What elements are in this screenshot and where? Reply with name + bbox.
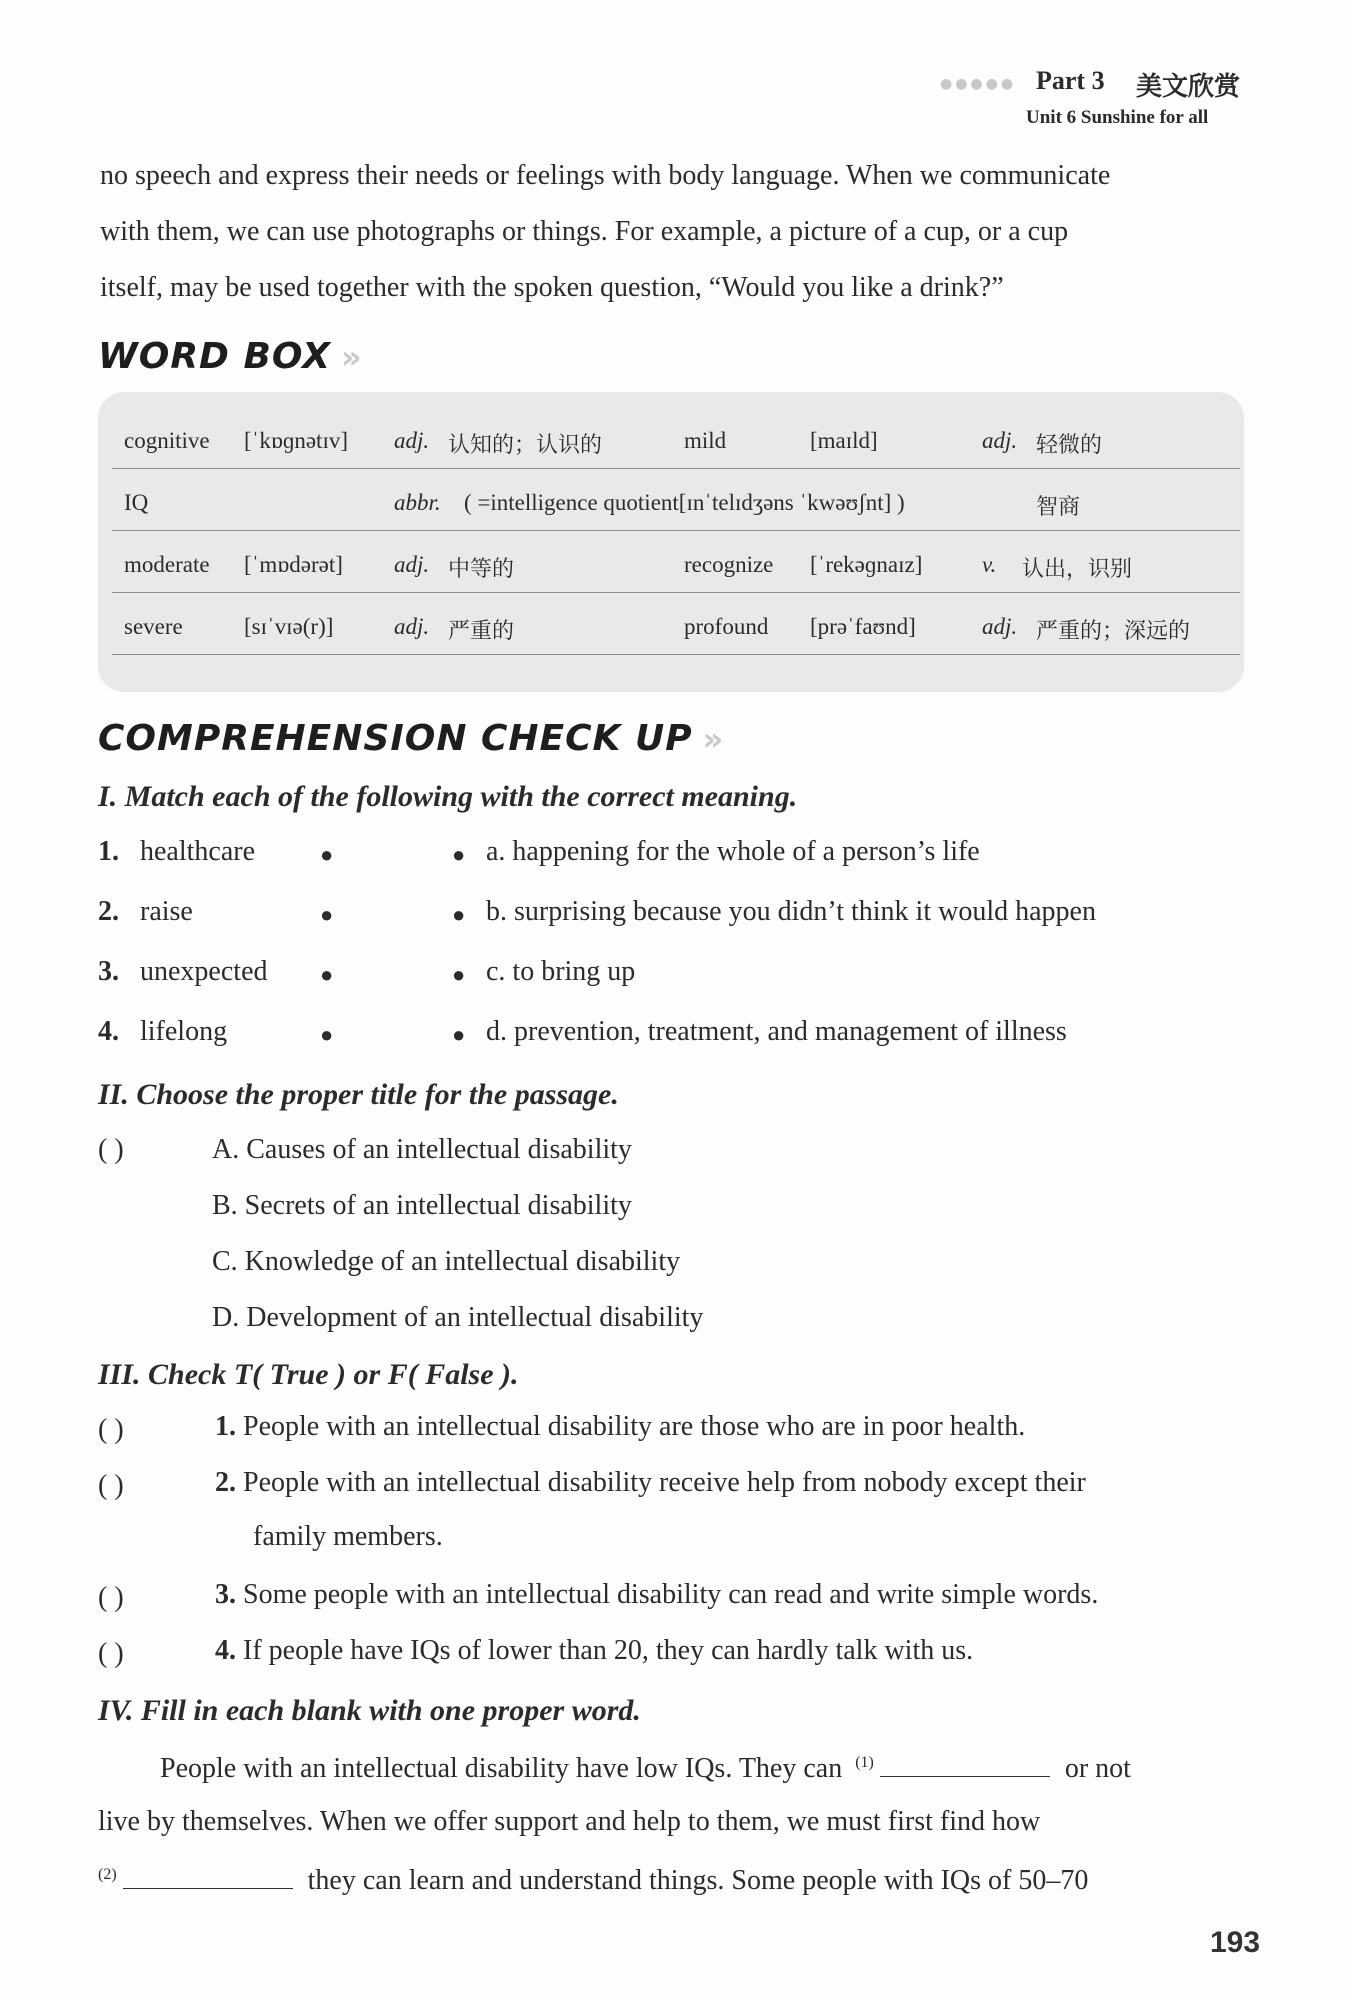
true-false-item — [215, 1568, 1249, 1622]
definition-en: ( =intelligence quotient[ɪnˈtelɪdʒəns ˈkwəʊʃnt] ) — [464, 490, 905, 515]
part-of-speech: abbr. — [394, 490, 441, 515]
option-b[interactable]: B. Secrets of an intellectual disability — [212, 1190, 632, 1221]
answer-paren[interactable]: ( ) — [98, 1582, 124, 1613]
header-part: Part 3 — [1036, 66, 1105, 95]
page-number: 193 — [1210, 1926, 1261, 1959]
fill-text: or not — [1064, 1753, 1131, 1784]
phonetic: [ˈkɒɡnətɪv] — [244, 428, 348, 453]
match-meaning: c. to bring up — [486, 956, 636, 987]
match-term: raise — [140, 896, 193, 927]
match-dot-left[interactable]: ● — [320, 962, 334, 987]
match-dot-right[interactable]: ● — [452, 962, 466, 987]
match-number: 1. — [98, 836, 119, 867]
definition-cn: 中等的 — [448, 557, 515, 582]
answer-paren[interactable]: ( ) — [98, 1414, 124, 1445]
word-box-title — [98, 336, 363, 377]
phonetic: [prəˈfaʊnd] — [810, 614, 916, 639]
part-of-speech: adj. — [982, 614, 1018, 639]
intro-paragraph — [100, 148, 1246, 316]
part-of-speech: adj. — [394, 428, 430, 453]
phonetic: [ˈrekəɡnaɪz] — [810, 552, 923, 577]
match-term: lifelong — [140, 1016, 228, 1047]
item-text: People with an intellectual disability are those who are in poor health. — [243, 1411, 1026, 1442]
match-row — [98, 836, 1248, 876]
header-dots: ●●●●● — [940, 76, 1017, 92]
phonetic: [sɪˈvɪə(r)] — [244, 614, 334, 639]
option-a[interactable]: A. Causes of an intellectual disability — [212, 1134, 632, 1165]
double-chevron-icon: » — [340, 338, 363, 376]
item-number: 2. — [215, 1467, 236, 1498]
match-row — [98, 1016, 1248, 1056]
word-box-row — [112, 470, 1240, 531]
match-meaning: d. prevention, treatment, and management of illness — [486, 1016, 1067, 1047]
fill-line-1 — [160, 1750, 1131, 1785]
match-dot-right[interactable]: ● — [452, 842, 466, 867]
word-box-row — [112, 594, 1240, 655]
definition-cn: 智商 — [1036, 495, 1081, 520]
item-text: If people have IQs of lower than 20, they can hardly talk with us. — [243, 1635, 974, 1666]
fill-line-2 — [98, 1806, 1040, 1838]
comprehension-title-text: COMPREHENSION CHECK UP — [98, 718, 693, 759]
word: severe — [124, 614, 183, 639]
match-dot-left[interactable]: ● — [320, 1022, 334, 1047]
option-d[interactable]: D. Development of an intellectual disability — [212, 1302, 704, 1333]
word: profound — [684, 614, 769, 639]
word: cognitive — [124, 428, 210, 453]
question-3-heading: III. Check T( True ) or F( False ). — [98, 1358, 519, 1391]
part-of-speech: adj. — [982, 428, 1018, 453]
match-row — [98, 896, 1248, 936]
word: IQ — [124, 490, 149, 515]
fill-text: live by themselves. When we offer support and help to them, we must first find how — [98, 1806, 1041, 1837]
comprehension-title — [98, 718, 724, 759]
double-chevron-icon: » — [702, 720, 725, 758]
definition-cn: 认出，识别 — [1022, 557, 1133, 582]
true-false-item — [215, 1624, 1249, 1678]
match-row — [98, 956, 1248, 996]
phonetic: [ˈmɒdərət] — [244, 552, 343, 577]
blank-number: (2) — [98, 1865, 117, 1883]
word-box-row — [112, 408, 1240, 469]
fill-text: People with an intellectual disability have low IQs. They can — [160, 1753, 843, 1784]
true-false-item — [215, 1456, 1249, 1564]
fill-line-3 — [98, 1862, 1088, 1897]
item-number: 4. — [215, 1635, 236, 1666]
definition-cn: 严重的 — [448, 619, 515, 644]
answer-paren[interactable]: ( ) — [98, 1638, 124, 1669]
question-4-heading: IV. Fill in each blank with one proper word. — [98, 1694, 641, 1727]
match-meaning: b. surprising because you didn’t think it would happen — [486, 896, 1096, 927]
blank-2[interactable] — [123, 1862, 293, 1889]
intro-line: no speech and express their needs or feelings with body language. When we communicate — [100, 160, 1111, 191]
question-2-heading: II. Choose the proper title for the passage. — [98, 1078, 619, 1111]
definition-cn: 认知的；认识的 — [448, 433, 603, 458]
definition-cn: 轻微的 — [1036, 433, 1103, 458]
match-number: 2. — [98, 896, 119, 927]
match-number: 3. — [98, 956, 119, 987]
header-unit: Unit 6 Sunshine for all — [1026, 107, 1209, 128]
option-c[interactable]: C. Knowledge of an intellectual disability — [212, 1246, 681, 1277]
match-dot-left[interactable]: ● — [320, 902, 334, 927]
match-meaning: a. happening for the whole of a person’s life — [486, 836, 980, 867]
word: recognize — [684, 552, 774, 577]
item-text: Some people with an intellectual disability can read and write simple words. — [243, 1579, 1099, 1610]
match-dot-left[interactable]: ● — [320, 842, 334, 867]
part-of-speech: adj. — [394, 552, 430, 577]
answer-paren[interactable]: ( ) — [98, 1134, 124, 1165]
word-box-row — [112, 532, 1240, 593]
match-term: healthcare — [140, 836, 256, 867]
item-text: People with an intellectual disability receive help from nobody except their — [243, 1467, 1086, 1498]
match-dot-right[interactable]: ● — [452, 1022, 466, 1047]
word: mild — [684, 428, 727, 453]
match-number: 4. — [98, 1016, 119, 1047]
word: moderate — [124, 552, 210, 577]
question-1-heading: I. Match each of the following with the correct meaning. — [98, 780, 798, 813]
blank-1[interactable] — [880, 1750, 1050, 1777]
definition-cn: 严重的；深远的 — [1036, 619, 1191, 644]
answer-paren[interactable]: ( ) — [98, 1470, 124, 1501]
intro-line: itself, may be used together with the spoken question, “Would you like a drink?” — [100, 272, 1004, 303]
part-of-speech: v. — [982, 552, 997, 577]
word-box-title-text: WORD BOX — [98, 336, 331, 377]
intro-line: with them, we can use photographs or things. For example, a picture of a cup, or a cup — [100, 216, 1069, 247]
item-number: 3. — [215, 1579, 236, 1610]
item-number: 1. — [215, 1411, 236, 1442]
phonetic: [maɪld] — [810, 428, 878, 453]
match-term: unexpected — [140, 956, 268, 987]
fill-text: they can learn and understand things. Some people with IQs of 50–70 — [307, 1865, 1089, 1896]
header-part-cn: 美文欣赏 — [1136, 72, 1241, 102]
true-false-item — [215, 1400, 1249, 1454]
item-text: family members. — [253, 1521, 443, 1552]
match-dot-right[interactable]: ● — [452, 902, 466, 927]
part-of-speech: adj. — [394, 614, 430, 639]
blank-number: (1) — [855, 1753, 874, 1771]
